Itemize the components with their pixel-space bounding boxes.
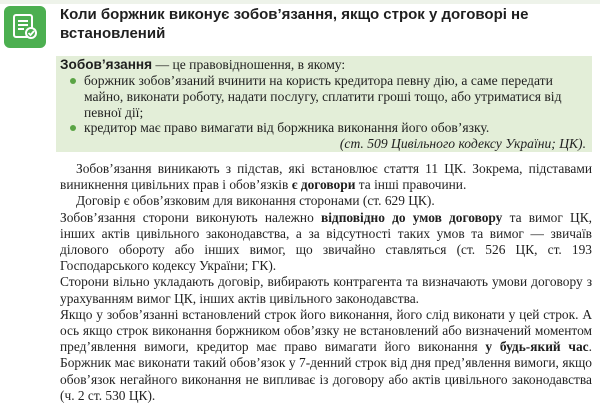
definition-lead-text: — це правовідношення, в якому:: [152, 57, 346, 72]
bullet-dot-icon: [70, 125, 76, 131]
paragraph-3: Зобов’язання сторони виконують належно відповідно до умов договору та вимог ЦК, інших актів цивільного законодавства, а за відсутності таких умов та вимог — звичаїв ділового обороту або інших вимог, що звичайно ставляться (ст. 526 ЦК, ст. 193 Господарського кодексу України; ГК).: [60, 209, 592, 274]
top-divider: [0, 0, 600, 4]
paragraph-1: Зобов’язання виникають з підстав, які встановлює стаття 11 ЦК. Зокрема, підставами виникнення цивільних прав і обов’язків є договори та інші правочини.: [60, 161, 592, 193]
bullet-text: боржник зобов’язаний вчинити на користь кредитора певну дію, а саме передати майно, виконати роботу, надати послугу, сплатити гроші тощо, або утриматися від певної дії;: [84, 73, 562, 120]
bullet-dot-icon: [70, 78, 76, 84]
section-icon-badge: [4, 6, 46, 48]
paragraph-5: Якщо у зобов’язанні встановлений строк його виконання, його слід виконати у цей строк. А ось якщо строк виконання боржником обов’язку не встановлений або визначений моментом пред’явлення вимоги, кредитор має право вимагати його виконання у будь-який час. Боржник має виконати такий обов’язок у 7-денний строк від дня пред’явлення вимоги, якщо обов’язок негайного виконання не випливає із договору або актів цивільного законодавства (ч. 2 ст. 530 ЦК).: [60, 306, 592, 403]
document-certificate-icon: [11, 13, 39, 41]
definition-lead: [60, 56, 345, 73]
definition-citation: (ст. 509 Цивільного кодексу України; ЦК).: [339, 136, 586, 151]
emphasis: є договори: [291, 177, 356, 193]
definition-box: [56, 56, 592, 152]
emphasis: у будь-який час: [485, 339, 589, 355]
article-body: [60, 161, 592, 404]
paragraph-2: Договір є обов’язковим для виконання сторонами (ст. 629 ЦК).: [76, 193, 435, 209]
paragraph-4: Сторони вільно укладають договір, вибирають контрагента та визначають умови договору з урахуванням вимог ЦК, інших актів цивільного законодавства.: [60, 274, 592, 306]
emphasis: відповідно до умов договору: [320, 209, 503, 225]
definition-bullet-2: [70, 120, 586, 136]
definition-term: Зобов’язання: [60, 57, 153, 72]
bullet-text: кредитор має право вимагати від боржника виконання його обов’язку.: [84, 120, 490, 135]
section-title: Коли боржник виконує зобов’язання, якщо строк у договорі не встановлений: [60, 6, 529, 42]
definition-bullet-1: [70, 73, 586, 121]
